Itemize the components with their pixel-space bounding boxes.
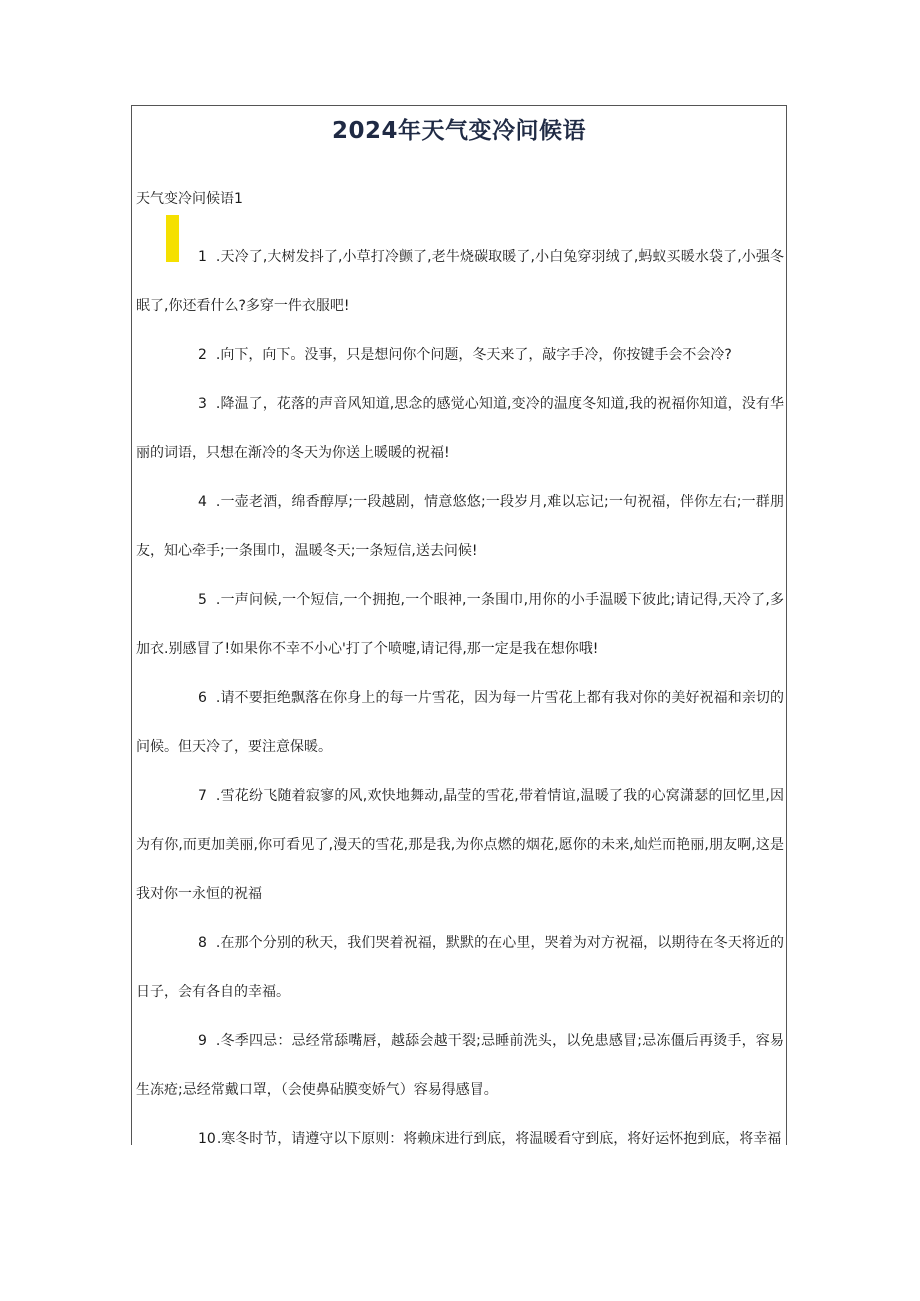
greeting-item-9 xyxy=(136,1017,784,1115)
item-text: .雪花纷飞随着寂寥的风,欢快地舞动,晶莹的雪花,带着情谊,温暖了我的心窝潇瑟的回忆里,因为有你,而更加美丽,你可看见了,漫天的雪花,那是我,为你点燃的烟花,愿你的未来,灿烂而艳丽,朋友啊,这是我对你一永恒的祝福 xyxy=(136,788,784,902)
item-number: 2 xyxy=(198,347,207,363)
item-number: 4 xyxy=(198,494,207,510)
item-number: 9 xyxy=(198,1033,207,1049)
section-heading: 天气变冷问候语1 xyxy=(136,191,243,207)
item-text: .在那个分别的秋天，我们哭着祝福，默默的在心里，哭着为对方祝福，以期待在冬天将近的日子，会有各自的幸福。 xyxy=(136,935,784,1000)
item-number: 3 xyxy=(198,396,207,412)
greeting-item-1 xyxy=(136,233,784,331)
item-number: 1 xyxy=(198,249,207,265)
document-body xyxy=(136,233,784,1164)
item-number: 8 xyxy=(198,935,207,951)
greeting-item-8 xyxy=(136,919,784,1017)
greeting-item-5 xyxy=(136,576,784,674)
item-text: .天冷了,大树发抖了,小草打冷颤了,老牛烧碳取暖了,小白兔穿羽绒了,蚂蚁买暖水袋了,小强冬眠了,你还看什么?多穿一件衣服吧! xyxy=(136,249,784,314)
greeting-item-7 xyxy=(136,772,784,919)
item-text: .冬季四忌：忌经常舔嘴唇，越舔会越干裂;忌睡前洗头，以免患感冒;忌冻僵后再烫手，容易生冻疮;忌经常戴口罩，（会使鼻砧膜变娇气）容易得感冒。 xyxy=(136,1033,784,1098)
greeting-item-6 xyxy=(136,674,784,772)
item-text: .寒冬时节，请遵守以下原则：将赖床进行到底，将温暖看守到底，将好运怀抱到底，将幸福 xyxy=(216,1131,782,1147)
item-text: .一声问候,一个短信,一个拥抱,一个眼神,一条围巾,用你的小手温暖下彼此;请记得,天冷了,多加衣.别感冒了!如果你不幸不小心'打了个喷嚏,请记得,那一定是我在想你哦! xyxy=(136,592,784,657)
item-number: 5 xyxy=(198,592,207,608)
item-text: .降温了，花落的声音风知道,思念的感觉心知道,变冷的温度冬知道,我的祝福你知道，没有华丽的词语，只想在渐冷的冬天为你送上暖暖的祝福! xyxy=(136,396,784,461)
item-number: 6 xyxy=(198,690,207,706)
greeting-item-2 xyxy=(136,331,784,380)
document-title: 2024年天气变冷问候语 xyxy=(331,118,586,144)
item-text: .向下，向下。没事，只是想问你个问题，冬天来了，敲字手冷，你按键手会不会冷? xyxy=(215,347,732,363)
greeting-item-3 xyxy=(136,380,784,478)
item-text: .一壶老酒，绵香醇厚;一段越剧，情意悠悠;一段岁月,难以忘记;一句祝福，伴你左右;一群朋友，知心牵手;一条围巾，温暖冬天;一条短信,送去问候! xyxy=(136,494,784,559)
item-number: 7 xyxy=(198,788,207,804)
greeting-item-10 xyxy=(136,1115,784,1164)
greeting-item-4 xyxy=(136,478,784,576)
item-number: 10 xyxy=(198,1131,216,1147)
item-text: .请不要拒绝飘落在你身上的每一片雪花，因为每一片雪花上都有我对你的美好祝福和亲切的问候。但天冷了，要注意保暖。 xyxy=(136,690,784,755)
